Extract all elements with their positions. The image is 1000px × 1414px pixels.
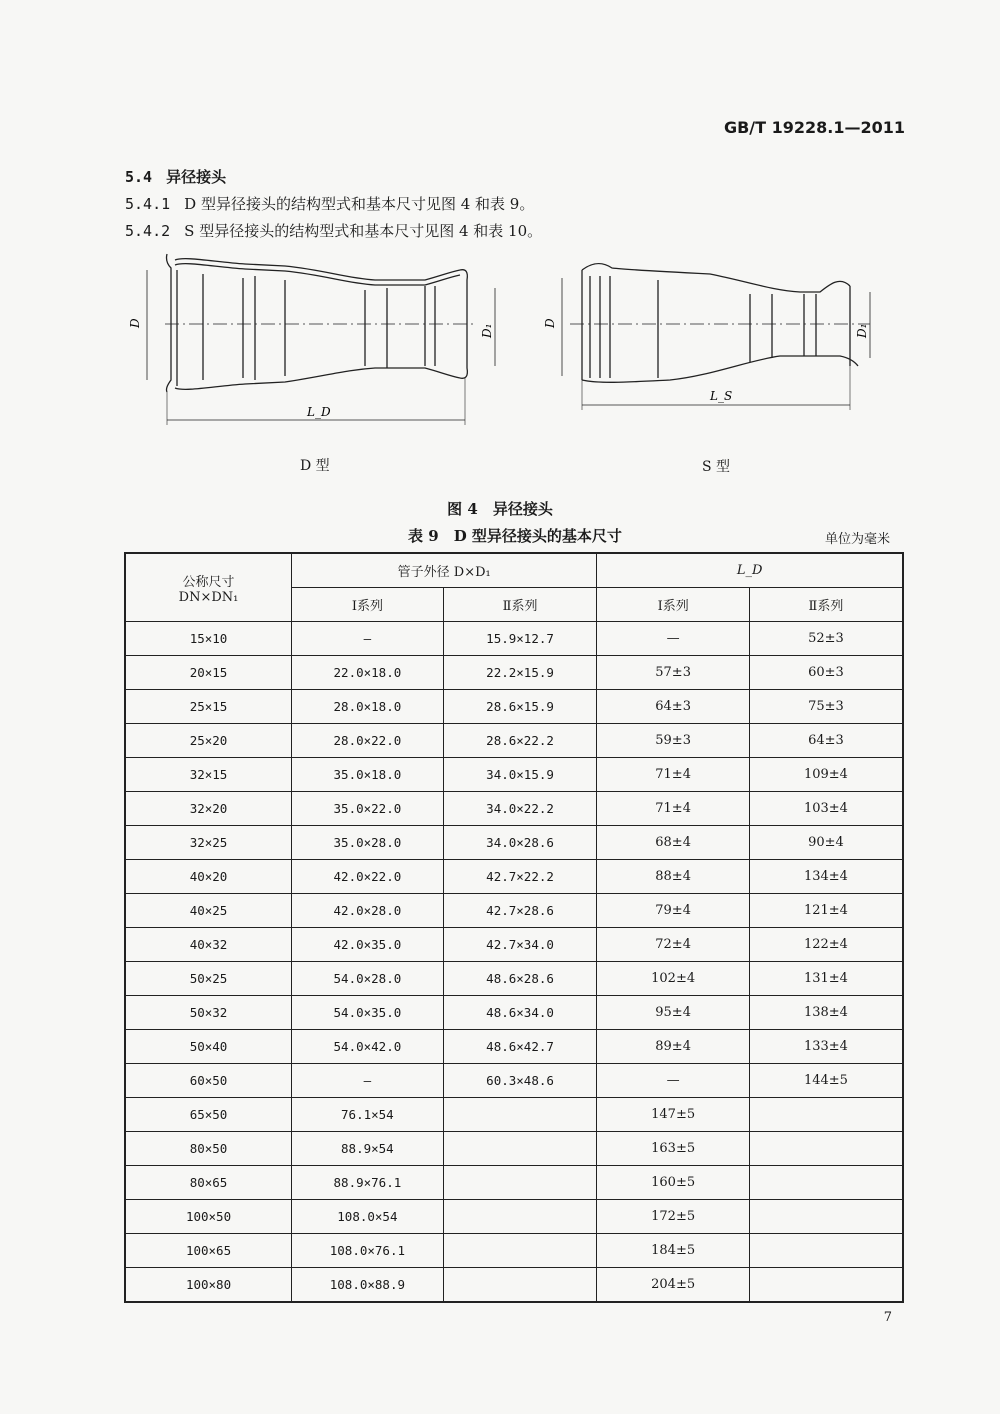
cell-nominal-size: 40×25 [125,894,292,928]
cell-diameter-series-2: 42.7×22.2 [443,860,597,894]
cell-length-series-2 [749,1166,903,1200]
header-diameter-series-1: Ⅰ系列 [292,588,444,622]
section-number: 5.4 [125,168,153,186]
table-row [125,928,903,962]
cell-diameter-series-1: 28.0×18.0 [292,690,444,724]
cell-length-series-2: 52±3 [749,622,903,656]
cell-diameter-series-1: — [292,1064,444,1098]
cell-length-series-2: 64±3 [749,724,903,758]
table-row [125,996,903,1030]
cell-nominal-size: 25×20 [125,724,292,758]
cell-nominal-size: 100×50 [125,1200,292,1234]
table-row [125,860,903,894]
cell-diameter-series-2 [443,1166,597,1200]
cell-diameter-series-1: 108.0×88.9 [292,1268,444,1303]
header-outer-diameter: 管子外径 D×D₁ [292,553,597,588]
table-row [125,1132,903,1166]
table-row [125,894,903,928]
table-row [125,758,903,792]
header-diameter-series-2: Ⅱ系列 [443,588,597,622]
cell-nominal-size: 80×65 [125,1166,292,1200]
section-title: 异径接头 [166,168,227,186]
cell-length-series-2 [749,1200,903,1234]
cell-nominal-size: 50×25 [125,962,292,996]
cell-diameter-series-1: 76.1×54 [292,1098,444,1132]
cell-length-series-2: 122±4 [749,928,903,962]
d-top-inner-profile [175,264,460,285]
cell-diameter-series-2: 34.0×22.2 [443,792,597,826]
cell-length-series-1: 204±5 [597,1268,750,1303]
cell-diameter-series-2 [443,1132,597,1166]
cell-length-series-2: 131±4 [749,962,903,996]
cell-diameter-series-2 [443,1268,597,1303]
cell-length-series-1: 68±4 [597,826,750,860]
cell-length-series-1: 163±5 [597,1132,750,1166]
table-row [125,1234,903,1268]
section-5-4-2 [125,220,542,241]
figure-caption: 图 4 异径接头 [447,500,553,518]
cell-length-series-1: 89±4 [597,1030,750,1064]
cell-length-series-2: 121±4 [749,894,903,928]
s-d1-dim-label: D₁ [855,323,869,338]
cell-length-series-1: 88±4 [597,860,750,894]
ld-dim-label: L_D [307,405,331,419]
s-d-dim-label: D [543,318,557,328]
cell-diameter-series-1: 54.0×42.0 [292,1030,444,1064]
cell-length-series-1: 71±4 [597,758,750,792]
cell-diameter-series-1: 42.0×22.0 [292,860,444,894]
table-body [125,622,903,1303]
cell-length-series-2: 134±4 [749,860,903,894]
cell-length-series-1: 184±5 [597,1234,750,1268]
cell-length-series-2: 138±4 [749,996,903,1030]
reducer-dimension-table [124,552,904,1303]
cell-diameter-series-2: 34.0×15.9 [443,758,597,792]
cell-diameter-series-1: 28.0×22.0 [292,724,444,758]
cell-diameter-series-1: 42.0×28.0 [292,894,444,928]
section-5-4-heading [125,166,226,187]
cell-nominal-size: 50×32 [125,996,292,1030]
section-5-4-1 [125,193,534,214]
table-caption: 表 9 D 型异径接头的基本尺寸 [408,527,622,545]
cell-length-series-1: 172±5 [597,1200,750,1234]
table-row [125,1268,903,1303]
table-row [125,622,903,656]
cell-diameter-series-2: 42.7×28.6 [443,894,597,928]
cell-length-series-2: 75±3 [749,690,903,724]
cell-length-series-1: 79±4 [597,894,750,928]
cell-diameter-series-2: 22.2×15.9 [443,656,597,690]
cell-diameter-series-1: 35.0×18.0 [292,758,444,792]
cell-nominal-size: 25×15 [125,690,292,724]
cell-diameter-series-1: — [292,622,444,656]
cell-nominal-size: 20×15 [125,656,292,690]
table-row [125,1166,903,1200]
cell-diameter-series-1: 108.0×54 [292,1200,444,1234]
cell-diameter-series-1: 108.0×76.1 [292,1234,444,1268]
cell-diameter-series-1: 54.0×28.0 [292,962,444,996]
ls-dim-label: L_S [710,389,733,403]
cell-length-series-2: 103±4 [749,792,903,826]
d-top-profile [175,259,460,280]
cell-diameter-series-2 [443,1098,597,1132]
cell-diameter-series-2: 60.3×48.6 [443,1064,597,1098]
cell-diameter-series-2: 48.6×28.6 [443,962,597,996]
table-row [125,826,903,860]
cell-nominal-size: 80×50 [125,1132,292,1166]
cell-diameter-series-1: 22.0×18.0 [292,656,444,690]
cell-diameter-series-1: 35.0×22.0 [292,792,444,826]
cell-nominal-size: 32×15 [125,758,292,792]
header-nominal-line2: DN×DN₁ [178,589,239,605]
table-row [125,1200,903,1234]
cell-diameter-series-2: 42.7×34.0 [443,928,597,962]
cell-length-series-1: — [597,1064,750,1098]
cell-length-series-1: 102±4 [597,962,750,996]
cell-diameter-series-2: 34.0×28.6 [443,826,597,860]
cell-diameter-series-2: 28.6×22.2 [443,724,597,758]
header-nominal-line1: 公称尺寸 [182,574,235,590]
s-bottom-profile [582,356,858,382]
table-row [125,1030,903,1064]
section-text: D 型异径接头的结构型式和基本尺寸见图 4 和表 9。 [184,195,535,213]
header-length-series-2: Ⅱ系列 [749,588,903,622]
cell-diameter-series-1: 54.0×35.0 [292,996,444,1030]
cell-diameter-series-2: 28.6×15.9 [443,690,597,724]
cell-length-series-2: 133±4 [749,1030,903,1064]
cell-nominal-size: 32×25 [125,826,292,860]
table-row [125,690,903,724]
cell-diameter-series-1: 42.0×35.0 [292,928,444,962]
d-type-reducer-drawing [125,240,505,430]
cell-diameter-series-1: 88.9×76.1 [292,1166,444,1200]
table-row [125,724,903,758]
cell-nominal-size: 15×10 [125,622,292,656]
s-top-profile [582,264,850,292]
cell-length-series-2: 90±4 [749,826,903,860]
d-dim-label: D [128,318,142,328]
cell-length-series-1: 147±5 [597,1098,750,1132]
table-row [125,1098,903,1132]
cell-diameter-series-1: 88.9×54 [292,1132,444,1166]
cell-nominal-size: 65×50 [125,1098,292,1132]
cell-diameter-series-1: 35.0×28.0 [292,826,444,860]
table-header-row [125,553,903,588]
section-number: 5.4.1 [125,195,171,213]
cell-length-series-1: 57±3 [597,656,750,690]
table-row [125,656,903,690]
cell-diameter-series-2: 15.9×12.7 [443,622,597,656]
cell-length-series-1: 71±4 [597,792,750,826]
table-row [125,962,903,996]
d1-dim-label: D₁ [480,323,494,338]
cell-length-series-1: 160±5 [597,1166,750,1200]
page-number: 7 [883,1310,892,1325]
cell-length-series-1: 64±3 [597,690,750,724]
section-number: 5.4.2 [125,222,171,240]
table-unit-note: 单位为毫米 [824,532,890,547]
cell-length-series-2 [749,1098,903,1132]
cell-nominal-size: 60×50 [125,1064,292,1098]
header-length-series-1: Ⅰ系列 [597,588,750,622]
cell-nominal-size: 50×40 [125,1030,292,1064]
header-length: L_D [597,553,903,588]
cell-diameter-series-2 [443,1234,597,1268]
cell-length-series-2: 109±4 [749,758,903,792]
d-left-end-outline [167,254,172,392]
cell-nominal-size: 100×65 [125,1234,292,1268]
cell-length-series-1: 95±4 [597,996,750,1030]
cell-length-series-2 [749,1234,903,1268]
cell-diameter-series-2 [443,1200,597,1234]
cell-nominal-size: 100×80 [125,1268,292,1303]
cell-length-series-1: — [597,622,750,656]
table-row [125,1064,903,1098]
cell-nominal-size: 40×20 [125,860,292,894]
document-number: GB/T 19228.1—2011 [723,118,905,137]
section-text: S 型异径接头的结构型式和基本尺寸见图 4 和表 10。 [184,222,543,240]
cell-nominal-size: 32×20 [125,792,292,826]
cell-diameter-series-2: 48.6×42.7 [443,1030,597,1064]
cell-diameter-series-2: 48.6×34.0 [443,996,597,1030]
cell-length-series-2 [749,1132,903,1166]
d-bottom-profile [175,368,460,389]
cell-length-series-2: 144±5 [749,1064,903,1098]
s-type-reducer-drawing [540,250,890,420]
s-type-subcaption: S 型 [702,459,731,475]
table-row [125,792,903,826]
cell-nominal-size: 40×32 [125,928,292,962]
cell-length-series-1: 59±3 [597,724,750,758]
d-type-subcaption: D 型 [300,458,330,474]
cell-length-series-2 [749,1268,903,1303]
header-nominal-size [125,553,292,622]
cell-length-series-1: 72±4 [597,928,750,962]
cell-length-series-2: 60±3 [749,656,903,690]
